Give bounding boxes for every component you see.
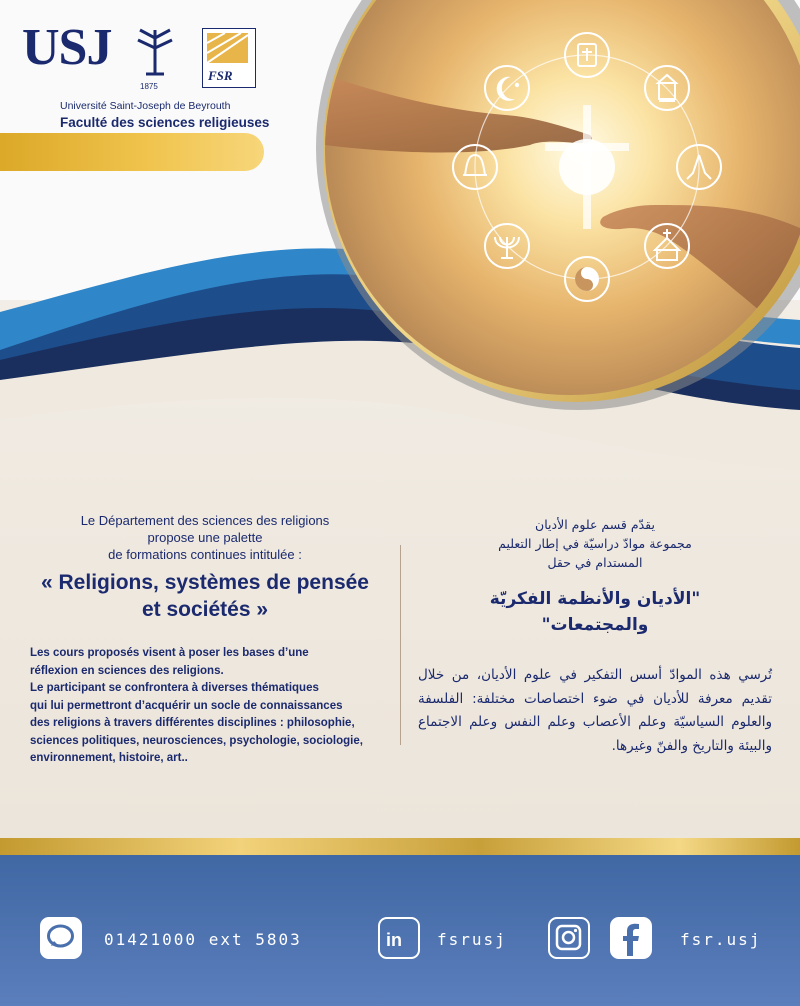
french-intro: [30, 512, 380, 563]
svg-text:in: in: [386, 930, 402, 950]
french-intro-line-3: de formations continues intitulée :: [108, 547, 302, 562]
logo-year: 1875: [140, 82, 158, 91]
french-title-line-2: et sociétés »: [141, 598, 269, 621]
fsr-badge-label: FSR: [208, 68, 233, 83]
french-description: Les cours proposés visent à poser les bases d’une réflexion en sciences des religions. Le participant se confrontera à diverses thématiques qui lui permettront d’acquérir un socle de connaissances des religions à travers différentes disciplines : philosophie, sciences politiques, neurosciences, psychologie, sociologie, environnement, histoire, art..: [30, 647, 363, 764]
arabic-intro-line-3: المستدام في حقل: [547, 555, 643, 570]
linkedin-icon[interactable]: [378, 917, 420, 959]
arabic-section: [418, 515, 772, 758]
arabic-description: تُرسي هذه الموادّ أسس التفكير في علوم الأديان، من خلال تقديم معرفة للأديان في ضوء اختصاصات مختلفة: الفلسفة والعلوم السياسيّة وعلم الأعصاب وعلم النفس وعلم الاجتماع والبيئة والتاريخ والفنّ وغيرها.: [418, 667, 772, 754]
instagram-icon[interactable]: [548, 917, 590, 959]
footer: [0, 855, 800, 1006]
arabic-intro-line-2: مجموعة موادّ دراسيّة في إطار التعليم: [498, 536, 692, 551]
phone-number[interactable]: 01421000 ext 5803: [104, 930, 302, 949]
cedar-tree-icon: [134, 28, 176, 76]
arabic-title-line-1: "الأديان والأنظمة الفكريّة: [489, 589, 701, 609]
yin-yang-icon: [575, 267, 599, 291]
arabic-intro-line-1: يقدّم قسم علوم الأديان: [535, 517, 655, 532]
linkedin-handle[interactable]: fsrusj: [437, 930, 507, 949]
faculty-name: Faculté des sciences religieuses: [60, 115, 270, 130]
arabic-program-title: [418, 586, 772, 638]
footer-gold-strip: [0, 838, 800, 855]
usj-wordmark: USJ: [22, 19, 112, 76]
french-intro-line-2: propose une palette: [147, 530, 263, 545]
university-name: Université Saint-Joseph de Beyrouth: [60, 100, 231, 112]
social-handle[interactable]: fsr.usj: [680, 930, 762, 949]
arabic-title-line-2: والمجتمعات": [541, 615, 649, 635]
french-title-line-1: « Religions, systèmes de pensée: [41, 571, 369, 594]
facebook-icon[interactable]: [610, 917, 652, 959]
french-section: [30, 512, 380, 768]
column-divider: [400, 545, 401, 745]
usj-logo[interactable]: [22, 19, 270, 130]
french-intro-line-1: Le Département des sciences des religions: [80, 513, 330, 528]
arabic-intro: [418, 515, 772, 572]
whatsapp-icon[interactable]: [40, 917, 82, 959]
french-program-title: [30, 569, 380, 623]
